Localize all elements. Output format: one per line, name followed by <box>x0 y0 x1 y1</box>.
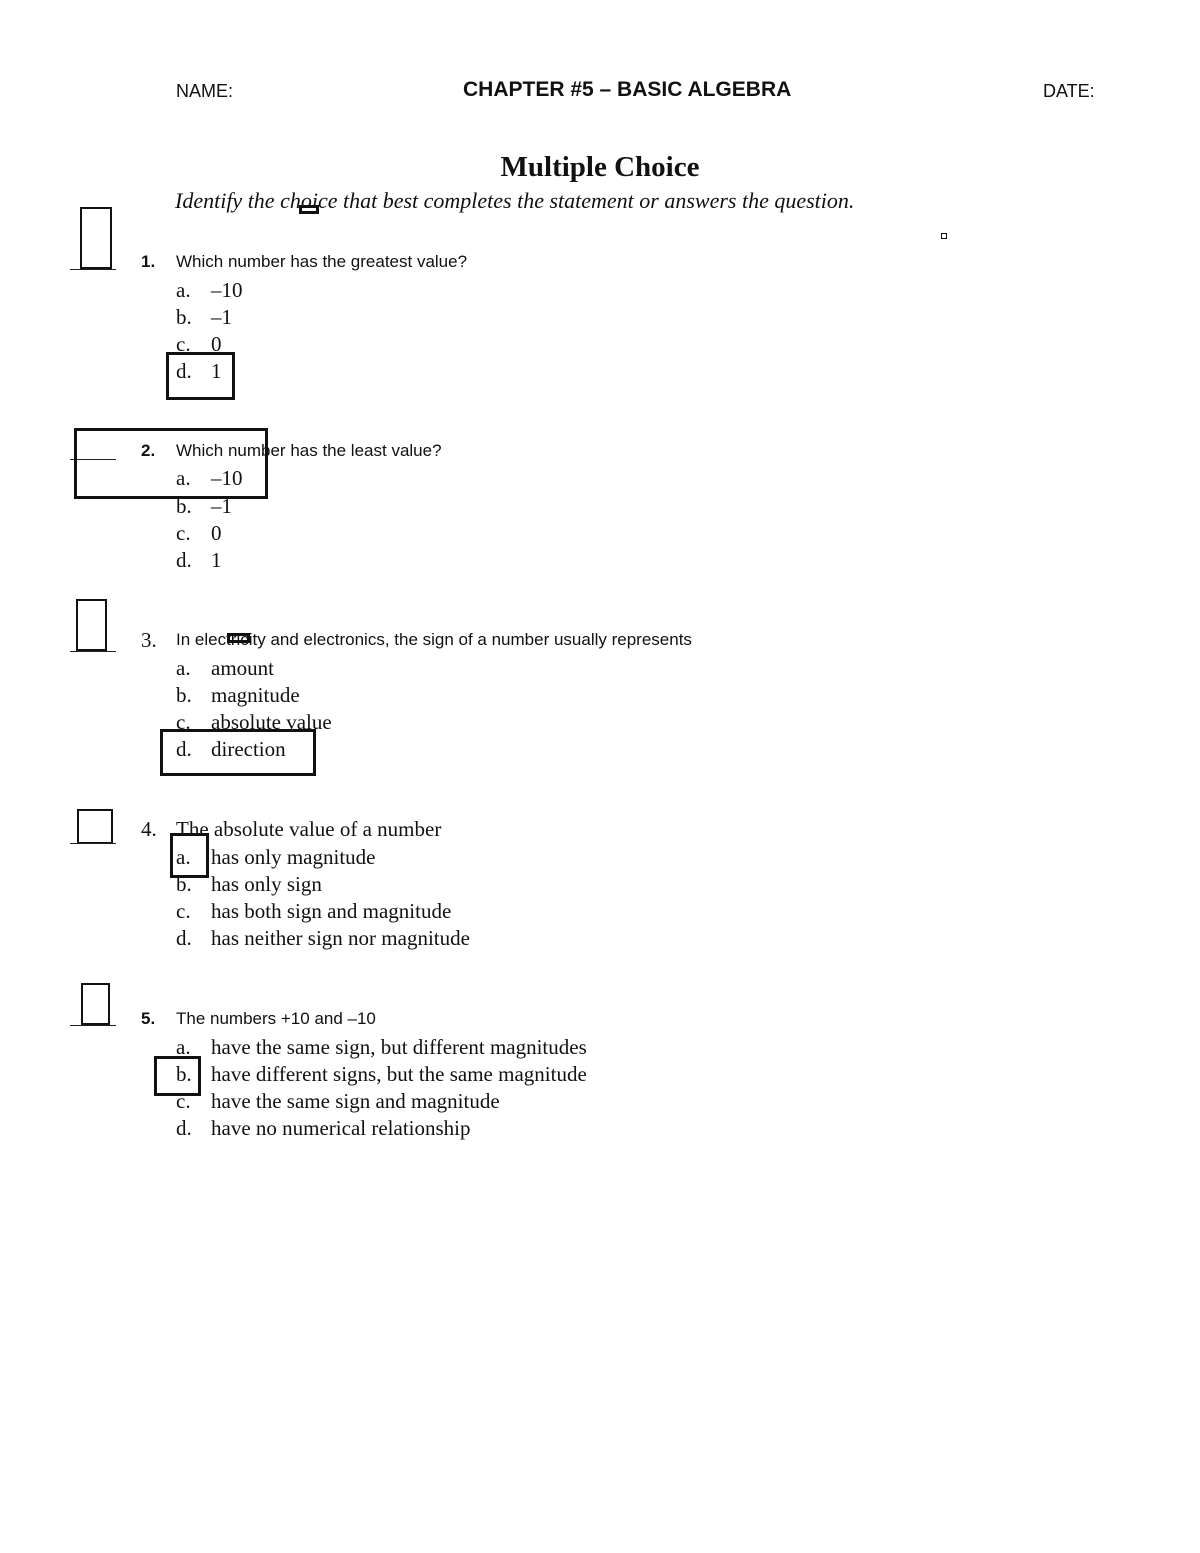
question-stem: In electricity and electronics, the sign of a number usually represents <box>176 630 692 649</box>
option-text: have different signs, but the same magnitude <box>211 1062 587 1086</box>
answer-highlight-box <box>154 1056 201 1096</box>
name-label: NAME: <box>176 81 234 101</box>
option-letter: d. <box>176 926 192 950</box>
option-text: 1 <box>211 359 222 383</box>
option-letter: c. <box>176 1089 191 1113</box>
option-a[interactable] <box>176 277 243 304</box>
answer-blank[interactable] <box>70 269 116 270</box>
option-d[interactable] <box>176 925 470 952</box>
option-a[interactable] <box>176 655 274 682</box>
answer-blank[interactable] <box>70 1025 116 1026</box>
option-text: 0 <box>211 521 222 545</box>
option-letter: d. <box>176 1116 192 1140</box>
question-number: 3. <box>141 628 157 652</box>
option-c[interactable] <box>176 898 451 925</box>
section-title: Multiple Choice <box>500 151 700 183</box>
option-text: amount <box>211 656 274 680</box>
answer-highlight-box <box>170 833 209 878</box>
option-b[interactable] <box>176 304 232 331</box>
option-b[interactable] <box>176 682 300 709</box>
option-letter: c. <box>176 332 191 356</box>
answer-highlight-box <box>160 729 316 776</box>
answer-placeholder-icon <box>81 983 110 1025</box>
option-text: have no numerical relationship <box>211 1116 471 1140</box>
instructions: Identify the choice that best completes the statement or answers the question. <box>175 188 855 213</box>
answer-blank[interactable] <box>70 651 116 652</box>
option-text: direction <box>211 737 286 761</box>
answer-highlight-box <box>74 428 268 499</box>
date-label: DATE: <box>1043 81 1095 101</box>
scan-mark <box>941 233 947 239</box>
option-letter: c. <box>176 521 191 545</box>
option-letter: c. <box>176 899 191 923</box>
answer-placeholder-icon <box>77 809 113 844</box>
option-d[interactable] <box>176 547 222 574</box>
option-text: has both sign and magnitude <box>211 899 452 923</box>
option-text: 1 <box>211 548 222 572</box>
option-letter: c. <box>176 710 191 734</box>
option-letter: b. <box>176 1062 192 1086</box>
option-letter: a. <box>176 845 191 869</box>
option-text: have the same sign, but different magnitudes <box>211 1035 587 1059</box>
scan-mark <box>299 205 319 214</box>
option-text: –10 <box>211 466 243 490</box>
option-letter: d. <box>176 737 192 761</box>
option-text: magnitude <box>211 683 300 707</box>
option-text: has only magnitude <box>211 845 376 869</box>
scan-mark <box>227 633 250 643</box>
option-letter: b. <box>176 683 192 707</box>
question-stem: The numbers +10 and –10 <box>176 1009 376 1028</box>
question-number: 1. <box>141 252 156 271</box>
question-number: 5. <box>141 1009 156 1028</box>
question-number: 2. <box>141 441 156 460</box>
option-letter: b. <box>176 305 192 329</box>
option-b[interactable] <box>176 1061 587 1088</box>
option-a[interactable] <box>176 1034 587 1061</box>
option-letter: a. <box>176 466 191 490</box>
question-number: 4. <box>141 817 157 841</box>
option-text: –1 <box>211 494 232 518</box>
answer-highlight-box <box>166 352 235 400</box>
option-text: have the same sign and magnitude <box>211 1089 500 1113</box>
option-letter: a. <box>176 656 191 680</box>
option-letter: b. <box>176 872 192 896</box>
option-letter: d. <box>176 548 192 572</box>
option-text: –1 <box>211 305 232 329</box>
option-text: has neither sign nor magnitude <box>211 926 470 950</box>
page-title: CHAPTER #5 – BASIC ALGEBRA <box>463 78 792 101</box>
option-letter: a. <box>176 1035 191 1059</box>
question-stem: Which number has the least value? <box>176 441 442 460</box>
option-text: –10 <box>211 278 243 302</box>
option-d[interactable] <box>176 1115 471 1142</box>
option-text: 0 <box>211 332 222 356</box>
option-c[interactable] <box>176 520 222 547</box>
question-stem: The absolute value of a number <box>176 817 442 841</box>
question-stem: Which number has the greatest value? <box>176 252 468 271</box>
option-text: absolute value <box>211 710 332 734</box>
answer-placeholder-icon <box>80 207 112 269</box>
answer-blank[interactable] <box>70 843 116 844</box>
option-c[interactable] <box>176 1088 500 1115</box>
option-letter: b. <box>176 494 192 518</box>
option-text: has only sign <box>211 872 322 896</box>
option-letter: a. <box>176 278 191 302</box>
answer-placeholder-icon <box>76 599 107 651</box>
option-letter: d. <box>176 359 192 383</box>
